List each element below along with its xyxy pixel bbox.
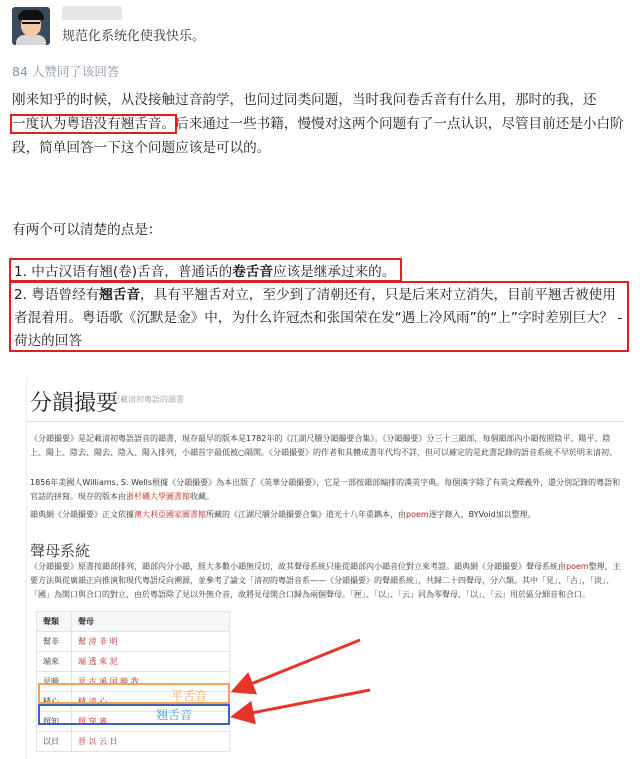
table-row: 精心 精 清 心 <box>37 692 230 712</box>
initials-section-title: 聲母系統 <box>30 542 91 560</box>
table-row: 幫非 幫 滂 非 明 <box>37 632 230 652</box>
dict-subtitle: 記載清初粵語的韻書 <box>112 395 184 404</box>
initials-paragraph: 《分韻撮要》原書按韻部排列，韻部內分小韻，經大多數小韻無反切，故其聲母系統只能從韻部內小韻音位對立來考證。韻典網《分韻撮要》聲母系統由poem整理，主要方法與從廣韻正向推演和現代粵語反向溯源，並參考了論文「清初的粵語音系——《分韻撮要》的聲韻系統」，共歸二十四聲母，分六類。其中「見」、「古」，「淡」、「國」為開口與合口的對立，由於粵語除了見以外無介音，故將見母開合口歸為兩個聲母。「匣」、「以」、「云」同為零聲母，「以」、「云」用於區分細音和合口。 <box>30 562 621 599</box>
poem-link-2[interactable]: poem <box>566 562 589 571</box>
table-header: 聲類 聲母 <box>37 612 230 632</box>
intro-paragraph: 刚来知乎的时候，从没接触过音韵学，也问过同类问题，当时我问卷舌音有什么用，那时的我，还 一度认为粤语没有翘舌音。后来通过一些书籍，慢慢对这两个问题有了一点认识，尽管目前还是小白阶段，简单回答一下这个问题应该是可以的。 <box>12 92 624 156</box>
author-bio: 规范化系统化使我快乐。 <box>62 29 206 44</box>
library-link[interactable]: 浙杉磯大學圖書館 <box>126 492 190 501</box>
arrow-to-retroflex <box>236 690 370 716</box>
arrow-to-flat-tongue <box>236 640 360 690</box>
agree-count: 84 人赞同了该回答 <box>12 64 120 79</box>
highlight-no-retroflex: 一度认为粤语没有翘舌音。 <box>12 116 176 132</box>
point-2: 2. 粤语曾经有翘舌音，具有平翘舌对立，至少到了清朝还有，只是后来对立消失，目前平翘舌被使用者混着用。粤语歌《沉默是金》中，为什么许冠杰和张国荣在发“遇上冷风雨”的“上”字时差别巨大？ - 荷达的回答 <box>14 287 623 349</box>
point-1: 1. 中古汉语有翘(卷)舌音，普通话的卷舌音应该是继承过来的。 <box>14 264 396 280</box>
table-row: 以日 晉 以 云 日 <box>37 732 230 752</box>
flat-tongue-label: 平舌音 <box>171 689 208 703</box>
retroflex-label: 翘舌音 <box>156 708 193 722</box>
dict-paragraph-2: 1856年美國人Williams, S. Wells根據《分韻撮要》為本出版了《英華分韻撮要》，它是一部按韻部編排的漢英字典。每個漢字除了有英文釋義外，還分別記錄的粵語和官話的拼寫。現存的版本由浙杉磯大學圖書館收藏。 <box>30 478 621 501</box>
table-row: 端來 端 透 來 泥 <box>37 652 230 672</box>
table-row: 見曉 見 古 溪 国 曉 我 <box>37 672 230 692</box>
dict-title: 分韻撮要 <box>30 391 119 416</box>
dict-paragraph-1: 《分韻撮要》是記載清初粵語語音的韻書，現存最早的版本是1782年的《江湖尺牘分韻撮要合集》。《分韻撮要》分三十三韻部，每個韻部內小韻按照陰平、陽平、陰上、陽上、陰去、陽去、陰入、陽入排列，小韻首字最低被○隔開。《分韻撮要》的作者和具體成書年代均不詳，但可以確定的是此書記錄的語音系統不早於明末清初。 <box>30 434 617 457</box>
dict-paragraph-3: 韻典網《分韻撮要》正文依據澳大利亞國家圖書館所藏的《江湖尺牘分韻撮要合集》道光十八年重鐫本，由poem逐字錄入，BYVoid加以整理。 <box>30 510 536 519</box>
table-row: 照知 照 穿 審 <box>37 712 230 732</box>
points-intro: 有两个可以清楚的点是： <box>12 222 162 238</box>
poem-link[interactable]: poem <box>406 510 429 519</box>
nla-link[interactable]: 澳大利亞國家圖書館 <box>134 510 206 519</box>
